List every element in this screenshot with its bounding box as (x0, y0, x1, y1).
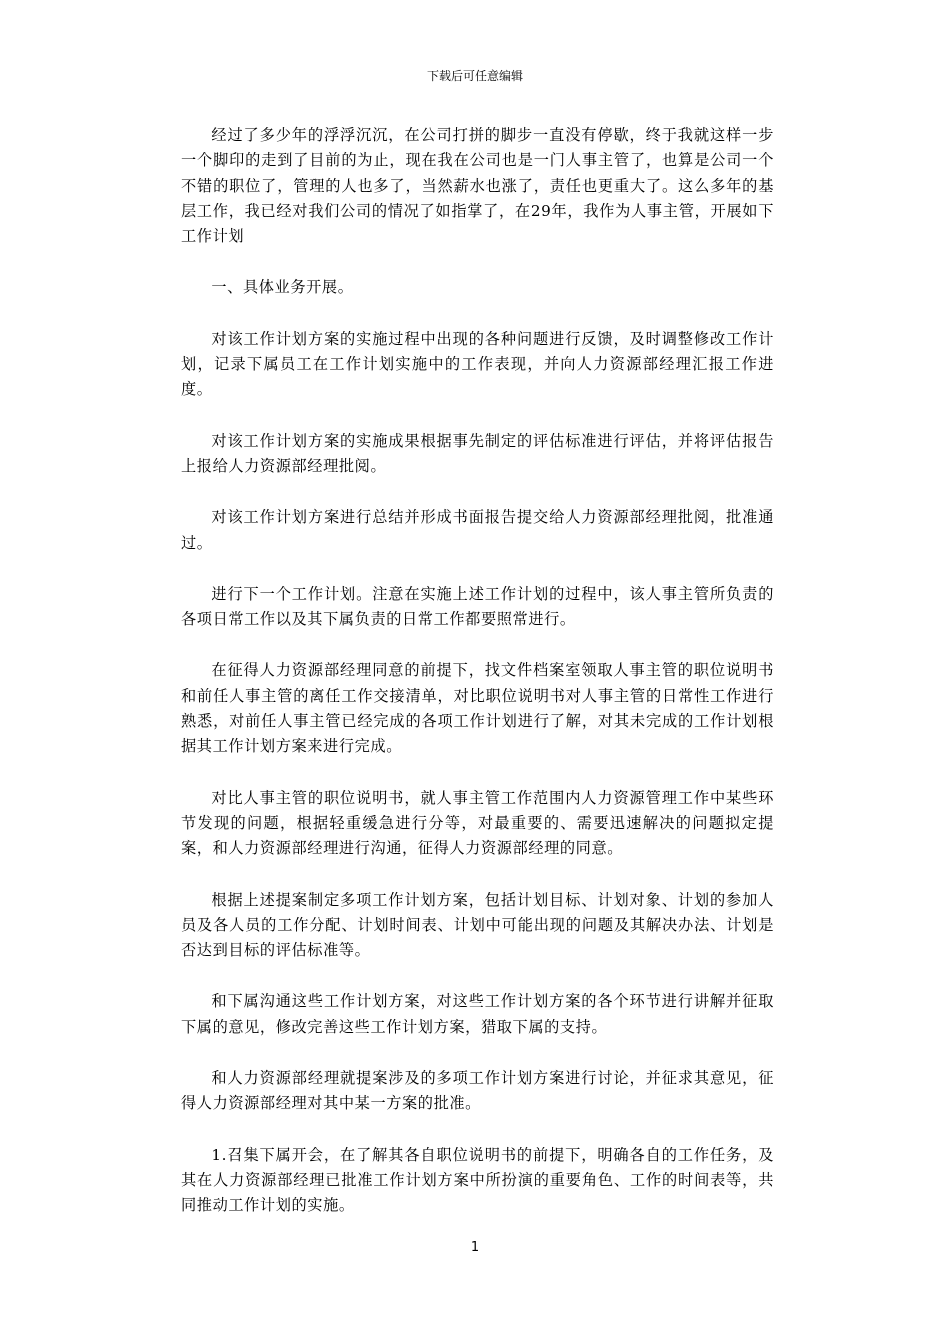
section-heading: 一、具体业务开展。 (211, 278, 354, 297)
document-body (181, 123, 774, 1245)
paragraph: 对比人事主管的职位说明书，就人事主管工作范围内人力资源管理工作中某些环节发现的问题，根据轻重缓急进行分等，对最重要的、需要迅速解决的问题拟定提案，和人力资源部经理进行沟通，征得人力资源部经理的同意。 (181, 788, 774, 858)
paragraph: 对该工作计划方案进行总结并形成书面报告提交给人力资源部经理批阅，批准通过。 (181, 508, 774, 552)
paragraph: 和人力资源部经理就提案涉及的多项工作计划方案进行讨论，并征求其意见，征得人力资源部经理对其中某一方案的批准。 (181, 1069, 774, 1113)
page-header: 下载后可任意编辑 (426, 69, 523, 83)
paragraph: 和下属沟通这些工作计划方案，对这些工作计划方案的各个环节进行讲解并征取下属的意见，修改完善这些工作计划方案，猎取下属的支持。 (181, 992, 774, 1036)
paragraph: 对该工作计划方案的实施成果根据事先制定的评估标准进行评估，并将评估报告上报给人力资源部经理批阅。 (181, 431, 774, 475)
numbered-paragraph: 1.召集下属开会，在了解其各自职位说明书的前提下，明确各自的工作任务，及其在人力资源部经理已批准工作计划方案中所扮演的重要角色、工作的时间表等，共同推动工作计划的实施。 (181, 1145, 774, 1215)
paragraph: 进行下一个工作计划。注意在实施上述工作计划的过程中，该人事主管所负责的各项日常工作以及其下属负责的日常工作都要照常进行。 (181, 584, 774, 629)
paragraph: 根据上述提案制定多项工作计划方案，包括计划目标、计划对象、计划的参加人员及各人员的工作分配、计划时间表、计划中可能出现的问题及其解决办法、计划是否达到目标的评估标准等。 (181, 890, 774, 960)
paragraph: 在征得人力资源部经理同意的前提下，找文件档案室领取人事主管的职位说明书和前任人事主管的离任工作交接清单，对比职位说明书对人事主管的日常性工作进行熟悉，对前任人事主管已经完成的各项工作计划进行了解，对其未完成的工作计划根据其工作计划方案来进行完成。 (181, 661, 774, 756)
page-number: 1 (470, 1240, 480, 1255)
paragraph-intro: 经过了多少年的浮浮沉沉，在公司打拼的脚步一直没有停歇，终于我就这样一步一个脚印的走到了目前的为止，现在我在公司也是一门人事主管了，也算是公司一个不错的职位了，管理的人也多了，当然薪水也涨了，责任也更重大了。这么多年的基层工作，我已经对我们公司的情况了如指掌了，在29年，我作为人事主管，开展如下工作计划 (181, 126, 774, 246)
paragraph: 对该工作计划方案的实施过程中出现的各种问题进行反馈，及时调整修改工作计划，记录下属员工在工作计划实施中的工作表现，并向人力资源部经理汇报工作进度。 (181, 329, 774, 399)
